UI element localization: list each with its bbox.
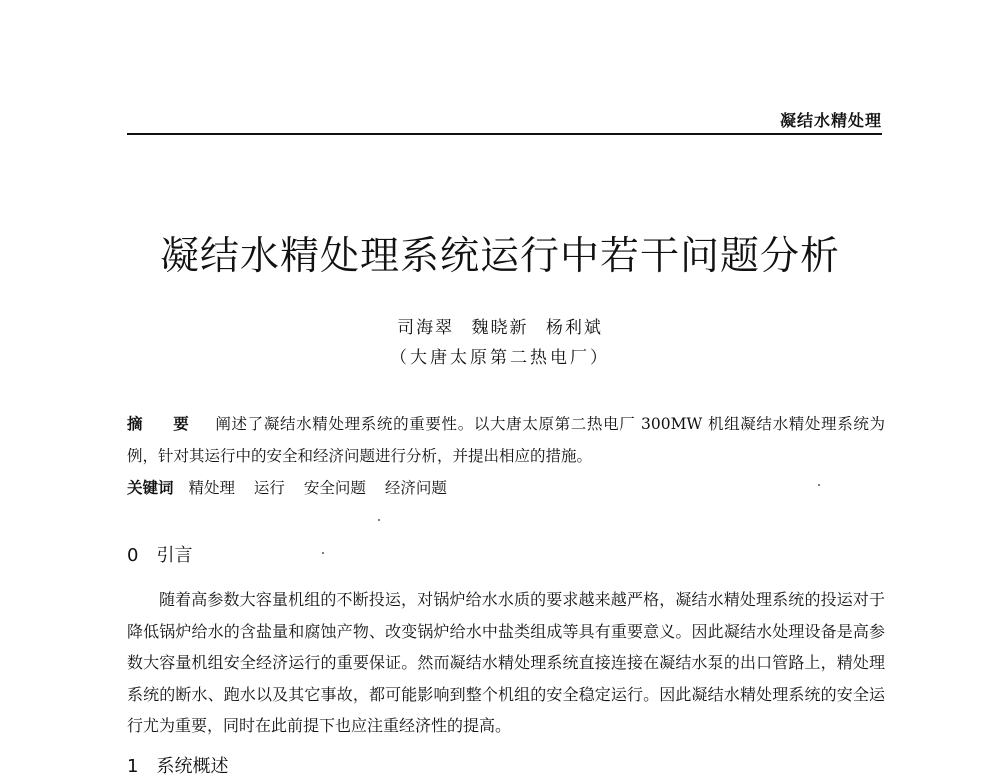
scan-speck [322, 552, 324, 554]
keywords [127, 476, 885, 498]
abstract-label: 摘 要 [127, 414, 202, 433]
section-title: 系统概述 [156, 756, 229, 777]
keyword: 运行 [253, 479, 285, 497]
body-paragraph: 随着高参数大容量机组的不断投运，对锅炉给水水质的要求越来越严格，凝结水精处理系统的投运对于降低锅炉给水的含盐量和腐蚀产物、改变锅炉给水中盐类组成等具有重要意义。因此凝结水处理设备是高参数大容量机组安全经济运行的重要保证。然而凝结水精处理系统直接连接在凝结水泵的出口管路上，精处理系统的断水、跑水以及其它事故，都可能影响到整个机组的安全稳定运行。因此凝结水精处理系统的安全运行尤为重要，同时在此前提下也应注重经济性的提高。 [127, 590, 885, 735]
scan-speck [378, 519, 380, 521]
running-header: 凝结水精处理 [779, 111, 882, 130]
paper-title: 凝结水精处理系统运行中若干问题分析 [159, 234, 840, 279]
section-number: 1 [127, 756, 139, 777]
section-number: 0 [127, 545, 139, 566]
affiliation: （大唐太原第二热电厂） [390, 348, 610, 368]
scan-speck [818, 484, 820, 486]
author-list [0, 313, 1000, 338]
next-section-heading [127, 752, 228, 778]
section-title: 引言 [156, 545, 193, 566]
abstract-text: 阐述了凝结水精处理系统的重要性。以大唐太原第二热电厂 300MW 机组凝结水精处理系统为例，针对其运行中的安全和经济问题进行分析，并提出相应的措施。 [127, 415, 885, 465]
author-name: 杨利斌 [545, 318, 603, 338]
keyword: 安全问题 [303, 479, 366, 497]
abstract [127, 408, 885, 472]
author-name: 司海翠 [397, 318, 455, 338]
keywords-label: 关键词 [127, 478, 174, 497]
header-rule [127, 133, 882, 135]
keyword: 经济问题 [384, 479, 447, 497]
author-name: 魏晓新 [471, 318, 529, 338]
keyword: 精处理 [188, 479, 235, 497]
section-heading [127, 541, 192, 567]
